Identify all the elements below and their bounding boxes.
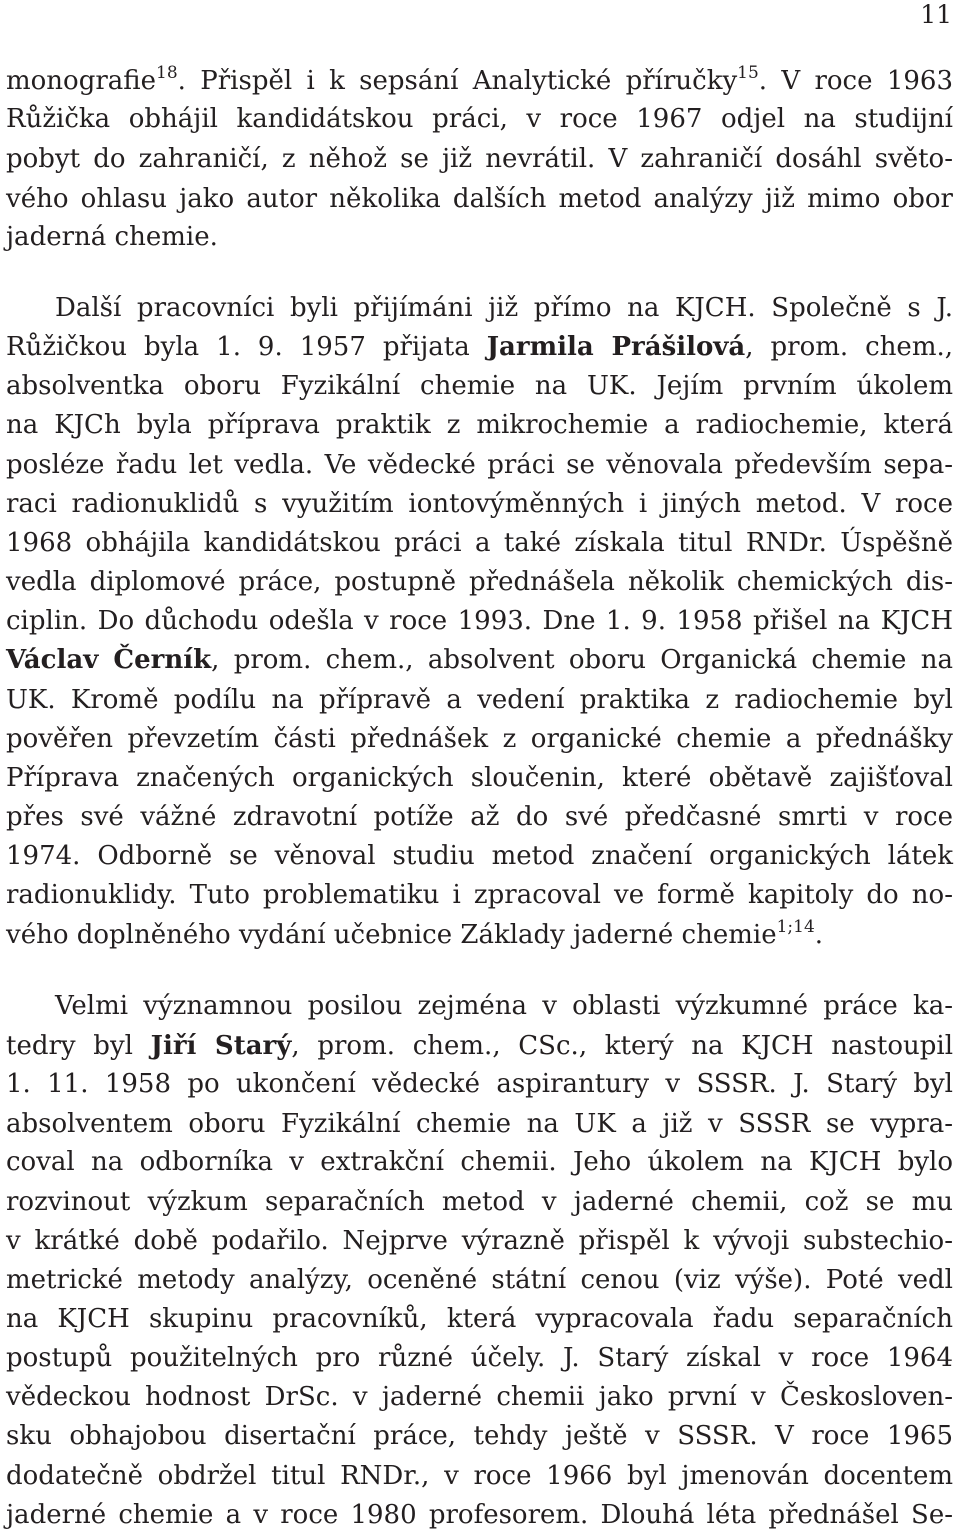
text-run: radionuklidy. Tuto problematiku i zpracoval ve formě kapitoly do no- (6, 880, 953, 910)
line-text (55, 289, 953, 327)
person-name: Jarmila Prášilová (486, 332, 746, 362)
line-text (6, 837, 953, 875)
text-run: 1. 11. 1958 po ukončení vědecké aspirantury v SSSR. J. Starý byl (6, 1069, 953, 1099)
text-run: monografie (6, 66, 157, 96)
text-line (6, 876, 953, 914)
text-run: na KJCh byla příprava praktik z mikrochemie a radiochemie, která (6, 410, 953, 440)
text-run: UK. Kromě podílu na přípravě a vedení praktika z radiochemie byl (6, 685, 953, 715)
citation-superscript: 18 (156, 63, 178, 83)
text-line (6, 62, 953, 100)
text-run: absolventka oboru Fyzikální chemie na UK. Jejím prvním úkolem (6, 371, 953, 401)
line-text (6, 798, 953, 836)
line-text (6, 1065, 953, 1103)
text-run: rozvinout výzkum separačních metod v jaderné chemii, což se mu (6, 1187, 953, 1217)
line-text (6, 602, 953, 640)
text-line (6, 328, 953, 366)
text-line (6, 759, 953, 797)
text-run: Příprava značených organických sloučenin, které obětavě zajišťoval (6, 763, 953, 793)
text-line (6, 1105, 953, 1143)
line-text (6, 1261, 953, 1299)
text-run: Velmi významnou posilou zejména v oblasti výzkumné práce ka- (55, 991, 953, 1021)
line-text (6, 100, 953, 138)
line-text (6, 140, 953, 178)
text-line (6, 1496, 953, 1534)
text-run: posléze řadu let vedla. Ve vědecké práci se věnovala především sepa- (6, 450, 953, 480)
line-text (6, 1339, 953, 1377)
line-text (6, 1222, 953, 1260)
text-run: . V roce 1963 (758, 66, 953, 96)
text-line (6, 563, 953, 601)
line-text (6, 759, 953, 797)
line-text (6, 720, 953, 758)
line-text (6, 1457, 953, 1495)
line-text (6, 367, 953, 405)
text-run: metrické metody analýzy, oceněné státní cenou (viz výše). Poté vedl (6, 1265, 953, 1295)
line-text (6, 485, 953, 523)
text-line (6, 140, 953, 178)
line-text (6, 1496, 953, 1534)
text-run: postupů použitelných pro různé účely. J. Starý získal v roce 1964 (6, 1343, 953, 1373)
text-line (6, 837, 953, 875)
text-run: ciplin. Do důchodu odešla v roce 1993. Dne 1. 9. 1958 přišel na KJCH (6, 606, 953, 636)
text-run: 1968 obhájila kandidátskou práci a také získala titul RNDr. Úspěšně (6, 528, 953, 558)
line-text (6, 917, 824, 950)
person-name: Jiří Starý (150, 1031, 292, 1061)
line-text (6, 1183, 953, 1221)
text-run: . Přispěl i k sepsání Analytické příručky (177, 66, 738, 96)
line-text (6, 1378, 953, 1416)
line-text (6, 1417, 953, 1455)
text-run: jaderná chemie. (6, 222, 218, 252)
person-name: Václav Černík (6, 645, 212, 675)
text-line (6, 720, 953, 758)
text-line (6, 641, 953, 679)
text-line (6, 180, 953, 218)
text-line (6, 1457, 953, 1495)
text-line (6, 406, 953, 444)
citation-superscript: 1;14 (776, 917, 815, 937)
text-line (6, 446, 953, 484)
text-run: dodatečně obdržel titul RNDr., v roce 1966 byl jmenován docentem (6, 1461, 953, 1491)
text-line (6, 798, 953, 836)
line-text (6, 524, 953, 562)
text-line (6, 916, 953, 954)
text-run: vého doplněného vydání učebnice Základy jaderné chemie (6, 920, 777, 950)
text-run: coval na odborníka v extrakční chemii. Jeho úkolem na KJCH bylo (6, 1147, 953, 1177)
text-run: 1974. Odborně se věnoval studiu metod značení organických látek (6, 841, 953, 871)
text-run: Růžičkou byla 1. 9. 1957 přijata (6, 332, 487, 362)
text-run: sku obhajobou disertační práce, tehdy ještě v SSSR. V roce 1965 (6, 1421, 953, 1451)
text-line (6, 1339, 953, 1377)
text-line (55, 289, 953, 327)
text-run: v krátké době podařilo. Nejprve výrazně přispěl k vývoji substechio- (6, 1226, 953, 1256)
text-line (6, 602, 953, 640)
text-line (55, 987, 953, 1025)
text-run: tedry byl (6, 1031, 151, 1061)
text-run: přes své vážné zdravotní potíže až do své předčasné smrti v roce (6, 802, 953, 832)
text-line (6, 218, 953, 256)
line-text (6, 328, 953, 366)
line-text (6, 1300, 953, 1338)
line-text (6, 641, 953, 679)
text-line (6, 485, 953, 523)
citation-superscript: 15 (737, 63, 759, 83)
text-run: absolventem oboru Fyzikální chemie na UK a již v SSSR se vypra- (6, 1109, 953, 1139)
text-run: Růžička obhájil kandidátskou práci, v roce 1967 odjel na studijní (6, 104, 953, 134)
text-run: jaderné chemie a v roce 1980 profesorem. Dlouhá léta přednášel Se- (6, 1500, 953, 1530)
page-number: 11 (920, 0, 952, 29)
text-line (6, 1417, 953, 1455)
text-line (6, 1027, 953, 1065)
line-text (6, 1143, 953, 1181)
text-line (6, 100, 953, 138)
text-line (6, 1183, 953, 1221)
text-run: vedla diplomové práce, postupně přednášela několik chemických dis- (6, 567, 953, 597)
text-run: pověřen převzetím části přednášek z organické chemie a přednášky (6, 724, 953, 754)
text-line (6, 1261, 953, 1299)
line-text (6, 563, 953, 601)
text-run: vědeckou hodnost DrSc. v jaderné chemii jako první v Českosloven- (6, 1382, 953, 1412)
text-line (6, 1300, 953, 1338)
text-run: vého ohlasu jako autor několika dalších metod analýzy již mimo obor (6, 184, 953, 214)
text-run: . (814, 920, 824, 950)
text-line (6, 1222, 953, 1260)
line-text (6, 62, 953, 100)
text-line (6, 1143, 953, 1181)
text-run: pobyt do zahraničí, z něhož se již nevrátil. V zahraničí dosáhl světo- (6, 144, 953, 174)
text-run: , prom. chem., (745, 332, 954, 362)
text-line (6, 681, 953, 719)
text-line (6, 1378, 953, 1416)
line-text (6, 681, 953, 719)
line-text (55, 987, 953, 1025)
text-run: , prom. chem., CSc., který na KJCH nastoupil (291, 1031, 954, 1061)
text-run: Další pracovníci byli přijímáni již přímo na KJCH. Společně s J. (55, 293, 953, 323)
line-text (6, 1105, 953, 1143)
text-line (6, 367, 953, 405)
line-text (6, 180, 953, 218)
line-text (6, 876, 953, 914)
text-run: , prom. chem., absolvent oboru Organická chemie na (211, 645, 953, 675)
line-text (6, 1027, 953, 1065)
line-text (6, 406, 953, 444)
text-line (6, 1065, 953, 1103)
text-run: raci radionuklidů s využitím iontovýměnných i jiných metod. V roce (6, 489, 953, 519)
line-text (6, 222, 218, 252)
line-text (6, 446, 953, 484)
text-line (6, 524, 953, 562)
text-run: na KJCH skupinu pracovníků, která vypracovala řadu separačních (6, 1304, 953, 1334)
